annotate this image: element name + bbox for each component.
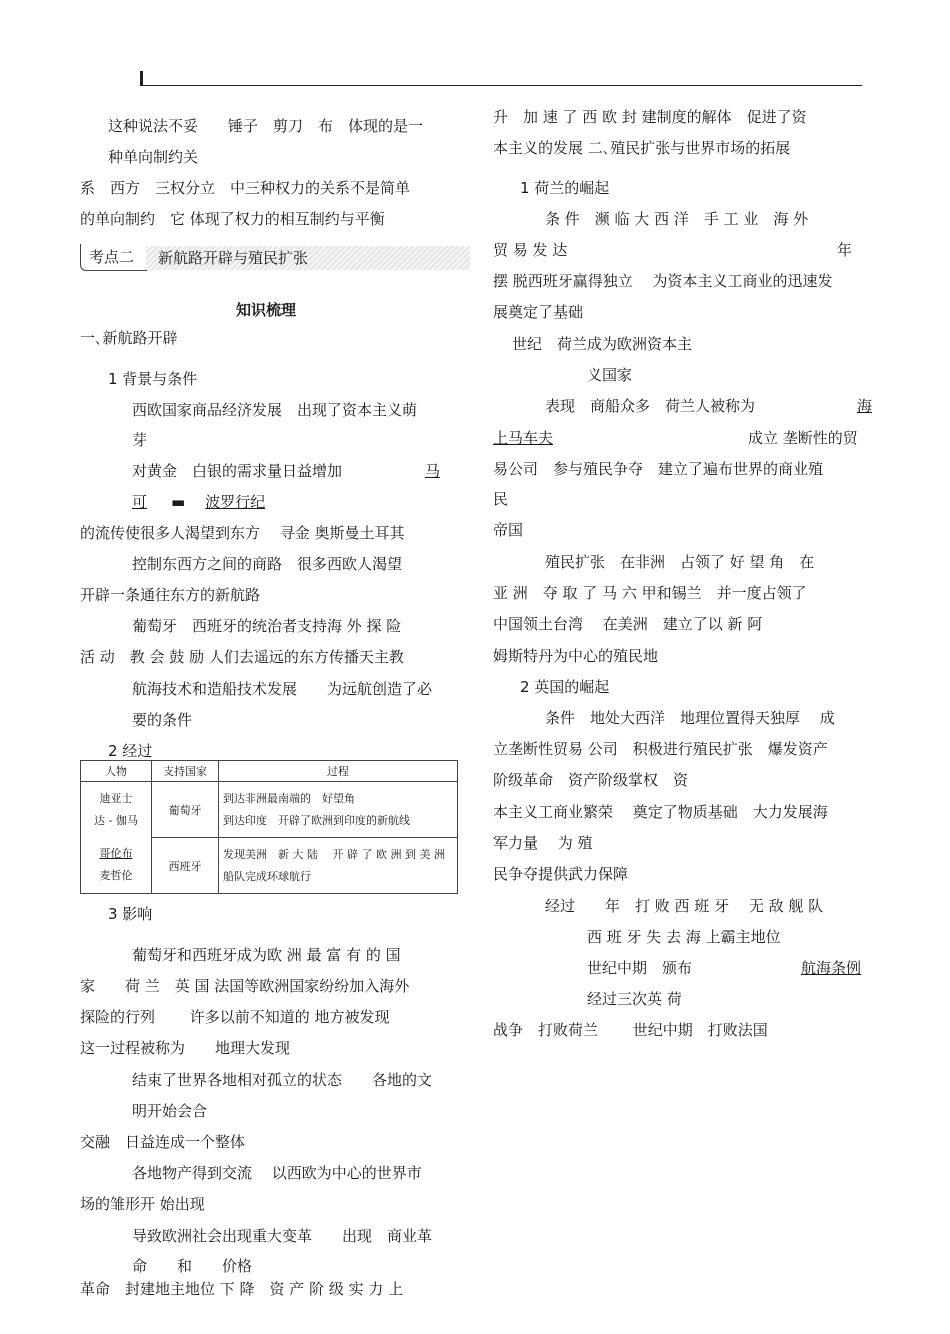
text-line: 的流传使很多人渴望到东方 寻金 奥斯曼土耳其 [80,524,405,542]
subheading: 2 英国的崛起 [520,678,610,696]
text-line: 本主义的发展 二､殖民扩张与世界市场的拓展 [493,139,791,157]
header-mark [140,71,143,86]
text-line: 要的条件 [132,711,193,729]
text-line: 世纪 荷兰成为欧洲资本主 [512,335,693,353]
table-header-cell: 过程 [219,761,458,782]
text-line: 阶级革命 资产阶级掌权 资 [493,771,689,789]
underlined-term: 上马车夫 [493,429,554,447]
part-heading: 一､新航路开辟 [80,329,178,347]
kaodian-header [80,244,458,274]
text-line: 本主义工商业繁荣 奠定了物质基础 大力发展海 [493,803,828,821]
underlined-term: 马 [424,462,440,480]
text-line: 芽 [132,431,148,449]
text-line: 命 和 价格 [132,1257,253,1275]
voyages-table [80,760,458,894]
text-line: 民争夺提供武力保障 [493,865,629,883]
underlined-term: 海 [856,397,872,415]
text-line: 摆 脱西班牙赢得独立 为资本主义工商业的迅速发 [493,272,833,290]
text-line: 亚 洲 夺 取 了 马 六 甲和锡兰 并一度占领了 [493,584,807,602]
text-line: 结束了世界各地相对孤立的状态 各地的文 [132,1071,433,1089]
text-line [132,492,265,512]
text-line: 活 动 教 会 鼓 励 人们去遥远的东方传播天主教 [80,648,404,666]
text-line: 西欧国家商品经济发展 出现了资本主义萌 [132,401,418,419]
table-cell-process: 发现美洲 新 大 陆 开 辟 了 欧 洲 到 美 洲 船队完成环球航行 [219,838,458,894]
text-line: 年 [837,241,853,259]
kaodian-title: 新航路开辟与殖民扩张 [146,246,470,270]
text-line: 家 荷 兰 英 国 法国等欧洲国家纷纷加入海外 [80,977,410,995]
subheading: 2 经过 [108,742,153,760]
table-cell-person: 哥伦布 麦哲伦 [81,838,152,894]
text-line: 世纪中期 颁布 [587,959,693,977]
underlined-term: 航海条例 [800,959,861,977]
subheading: 3 影响 [108,905,153,923]
text-line: 军力量 为 殖 [493,834,593,852]
text-line: 导致欧洲社会出现重大变革 出现 商业革 [132,1227,433,1245]
subheading: 1 荷兰的崛起 [520,179,610,197]
text-line: 升 加 速 了 西 欧 封 建制度的解体 促进了资 [493,108,807,126]
text-line: 义国家 [587,366,633,384]
text-line: 各地物产得到交流 以西欧为中心的世界市 [132,1164,422,1182]
kaodian-label: 考点二 [80,244,147,271]
text-line: 展奠定了基础 [493,303,584,321]
text-line: 的单向制约 它 体现了权力的相互制约与平衡 [80,210,385,228]
table-row [81,782,458,838]
text-line: 殖民扩张 在非洲 占领了 好 望 角 在 [545,553,815,571]
text-line: 帝国 [493,521,524,539]
text-line: 开辟一条通往东方的新航路 [80,586,261,604]
header-rule [140,85,862,86]
underlined-term: 可 [132,493,148,511]
table-cell-process: 到达非洲最南端的 好望角 到达印度 开辟了欧洲到印度的新航线 [219,782,458,838]
text-line: 表现 商船众多 荷兰人被称为 [545,397,756,415]
text-line: 易公司 参与殖民争夺 建立了遍布世界的商业殖 [493,460,824,478]
table-cell-country: 西班牙 [152,838,219,894]
table-cell-country: 葡萄牙 [152,782,219,838]
text-line: 条 件 濒 临 大 西 洋 手 工 业 海 外 [545,210,809,228]
text-line: 经过三次英 荷 [587,990,682,1008]
text-line: 对黄金 白银的需求量日益增加 [132,462,343,480]
text-line: 种单向制约关 [108,148,199,166]
text-line: 成立 垄断性的贸 [748,429,858,447]
text-line: 探险的行列 许多以前不知道的 地方被发现 [80,1008,390,1026]
text-line: 条件 地处大西洋 地理位置得天独厚 成 [545,709,835,727]
dash-glyph: ▬ [171,493,186,511]
table-cell-person: 迪亚士 达 - 伽马 [81,782,152,838]
table-header-cell: 人物 [81,761,152,782]
text-line: 贸 易 发 达 [493,241,568,259]
underlined-term: 波罗行纪 [205,493,266,511]
text-line: 场的雏形开 始出现 [80,1195,205,1213]
text-line: 立垄断性贸易 公司 积极进行殖民扩张 爆发资产 [493,740,828,758]
text-line: 交融 日益连成一个整体 [80,1133,246,1151]
text-line: 革命 封建地主地位 下 降 资 产 阶 级 实 力 上 [80,1280,404,1298]
text-line: 葡萄牙和西班牙成为欧 洲 最 富 有 的 国 [132,946,401,964]
text-line: 航海技术和造船技术发展 为远航创造了必 [132,680,433,698]
text-line: 战争 打败荷兰 世纪中期 打败法国 [493,1021,768,1039]
text-line: 葡萄牙 西班牙的统治者支持海 外 探 险 [132,617,402,635]
text-line: 中国领土台湾 在美洲 建立了以 新 阿 [493,615,763,633]
section-heading: 知识梳理 [236,301,297,319]
text-line: 控制东西方之间的商路 很多西欧人渴望 [132,555,403,573]
table-row [81,838,458,894]
subheading: 1 背景与条件 [108,370,198,388]
text-line: 系 西方 三权分立 中三种权力的关系不是简单 [80,179,411,197]
text-line: 民 [493,490,509,508]
text-line: 姆斯特丹为中心的殖民地 [493,647,659,665]
table-header-row [81,761,458,782]
text-line: 这一过程被称为 地理大发现 [80,1039,291,1057]
text-line: 这种说法不妥 锤子 剪刀 布 体现的是一 [108,117,424,135]
text-line: 西 班 牙 失 去 海 上霸主地位 [587,928,781,946]
table-header-cell: 支持国家 [152,761,219,782]
text-line: 经过 年 打 败 西 班 牙 无 敌 舰 队 [545,897,824,915]
text-line: 明开始会合 [132,1102,208,1120]
